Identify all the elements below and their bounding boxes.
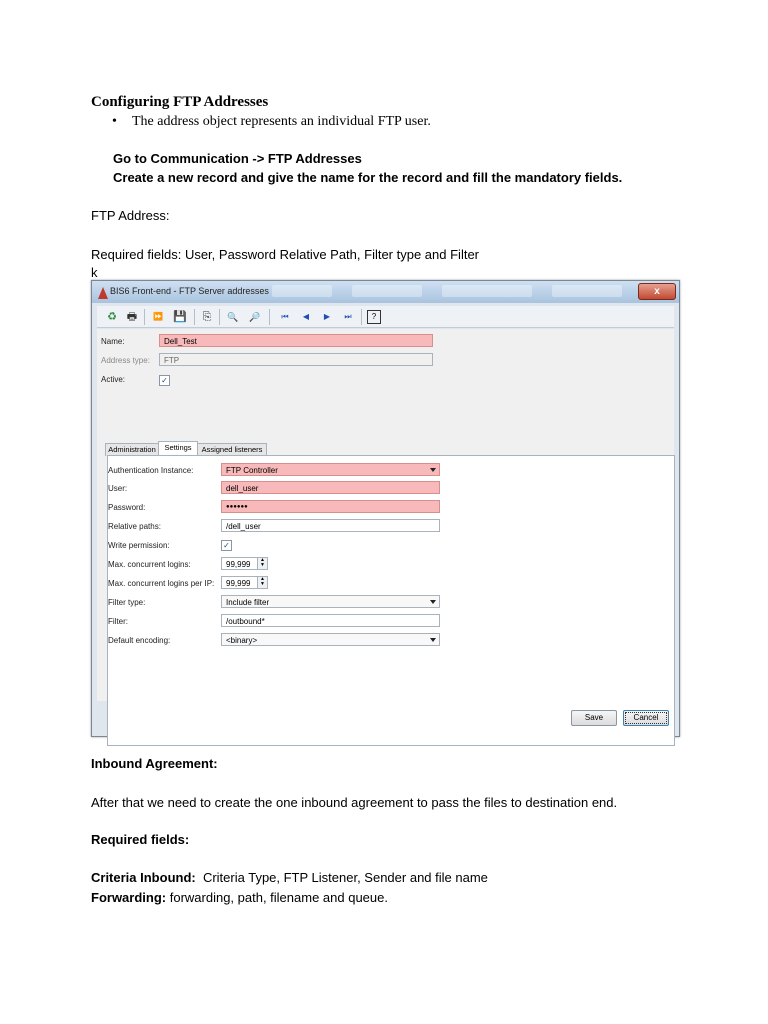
forwarding-line — [91, 890, 388, 905]
fast-forward-icon[interactable]: ⏩ — [153, 312, 163, 321]
user-label: User: — [108, 484, 128, 493]
goto-instruction: Go to Communication -> FTP Addresses — [113, 151, 362, 166]
default-encoding-label: Default encoding: — [108, 636, 171, 645]
write-permission-checkbox[interactable]: ✓ — [221, 540, 232, 551]
previous-record-icon[interactable]: ◀ — [302, 312, 310, 321]
find-next-icon[interactable]: 🔎 — [249, 312, 261, 322]
active-checkbox[interactable]: ✓ — [159, 375, 170, 386]
tab-assigned-listeners[interactable]: Assigned listeners — [197, 443, 267, 456]
spinner-arrows[interactable]: ▲ ▼ — [257, 558, 267, 569]
copy-icon[interactable]: ⎘ — [202, 311, 212, 323]
bullet-text: The address object represents an individual FTP user. — [132, 114, 431, 129]
chevron-down-icon — [430, 638, 436, 642]
active-label: Active: — [101, 375, 126, 384]
find-icon[interactable]: 🔍 — [227, 312, 239, 322]
window-titlebar — [92, 281, 679, 303]
blurred-tab — [272, 285, 332, 297]
user-field[interactable]: dell_user — [221, 481, 440, 494]
toolbar — [97, 306, 674, 328]
max-logins-value: 99,999 — [226, 560, 251, 569]
toolbar-separator — [194, 309, 195, 325]
last-record-icon[interactable]: ⏭ — [344, 312, 352, 321]
app-icon — [98, 286, 108, 298]
window-close-button[interactable]: x — [638, 283, 676, 300]
max-logins-ip-stepper[interactable] — [221, 576, 268, 589]
relative-paths-label: Relative paths: — [108, 522, 161, 531]
print-icon[interactable]: 🖶 — [126, 311, 138, 323]
max-logins-ip-label: Max. concurrent logins per IP: — [108, 579, 215, 588]
window-title: BIS6 Front-end - FTP Server addresses — [110, 286, 269, 296]
bullet-marker: • — [112, 114, 117, 129]
address-type-label: Address type: — [101, 356, 150, 365]
write-permission-label: Write permission: — [108, 541, 170, 550]
max-logins-label: Max. concurrent logins: — [108, 560, 191, 569]
next-record-icon[interactable]: ▶ — [323, 312, 331, 321]
auth-instance-value: FTP Controller — [226, 466, 278, 475]
forwarding-label: Forwarding: — [91, 890, 167, 905]
toolbar-separator — [144, 309, 145, 325]
stray-character: k — [91, 265, 98, 280]
forwarding-text: forwarding, path, filename and queue. — [166, 890, 388, 905]
auth-instance-select[interactable] — [221, 463, 440, 476]
default-encoding-select[interactable] — [221, 633, 440, 646]
document-heading: Configuring FTP Addresses — [91, 94, 269, 110]
toolbar-separator — [269, 309, 270, 325]
filter-type-value: Include filter — [226, 598, 270, 607]
auth-instance-label: Authentication Instance: — [108, 466, 194, 475]
cancel-button[interactable]: Cancel — [623, 710, 669, 726]
chevron-down-icon — [430, 468, 436, 472]
filter-label: Filter: — [108, 617, 128, 626]
max-logins-stepper[interactable] — [221, 557, 268, 570]
filter-field[interactable]: /outbound* — [221, 614, 440, 627]
max-logins-ip-value: 99,999 — [226, 579, 251, 588]
criteria-inbound-line — [91, 870, 488, 885]
required-fields-text: Required fields: User, Password Relative Path, Filter type and Filter — [91, 247, 480, 262]
password-label: Password: — [108, 503, 146, 512]
address-type-field: FTP — [159, 353, 433, 366]
blurred-tab — [552, 285, 622, 297]
filter-type-select[interactable] — [221, 595, 440, 608]
inbound-agreement-heading: Inbound Agreement: — [91, 756, 218, 771]
save-icon[interactable]: 💾 — [173, 311, 187, 323]
criteria-inbound-label: Criteria Inbound: — [91, 870, 196, 885]
tab-settings[interactable]: Settings — [158, 441, 198, 456]
criteria-inbound-text: Criteria Type, FTP Listener, Sender and file name — [195, 870, 488, 885]
default-encoding-value: <binary> — [226, 636, 258, 645]
blurred-tab — [352, 285, 422, 297]
filter-type-label: Filter type: — [108, 598, 146, 607]
chevron-down-icon — [430, 600, 436, 604]
name-field[interactable]: Dell_Test — [159, 334, 433, 347]
required-fields-heading: Required fields: — [91, 832, 190, 847]
settings-tab-content — [107, 455, 675, 746]
save-button[interactable]: Save — [571, 710, 617, 726]
ftp-address-label: FTP Address: — [91, 208, 170, 223]
refresh-icon[interactable]: ♻ — [107, 311, 117, 323]
toolbar-separator — [219, 309, 220, 325]
relative-paths-field[interactable]: /dell_user — [221, 519, 440, 532]
blurred-tab — [442, 285, 532, 297]
tab-administration[interactable]: Administration — [105, 443, 159, 456]
bullet-item — [112, 114, 431, 130]
inbound-agreement-text: After that we need to create the one inbound agreement to pass the files to destination end. — [91, 795, 618, 810]
spinner-arrows[interactable]: ▲ ▼ — [257, 577, 267, 588]
help-icon[interactable]: ? — [367, 310, 381, 324]
first-record-icon[interactable]: ⏮ — [281, 312, 289, 321]
record-panel — [97, 329, 674, 701]
create-instruction: Create a new record and give the name for the record and fill the mandatory fields. — [113, 170, 623, 185]
ftp-server-window — [91, 280, 680, 737]
name-label: Name: — [101, 337, 125, 346]
password-field[interactable]: ●●●●●● — [221, 500, 440, 513]
toolbar-separator — [361, 309, 362, 325]
